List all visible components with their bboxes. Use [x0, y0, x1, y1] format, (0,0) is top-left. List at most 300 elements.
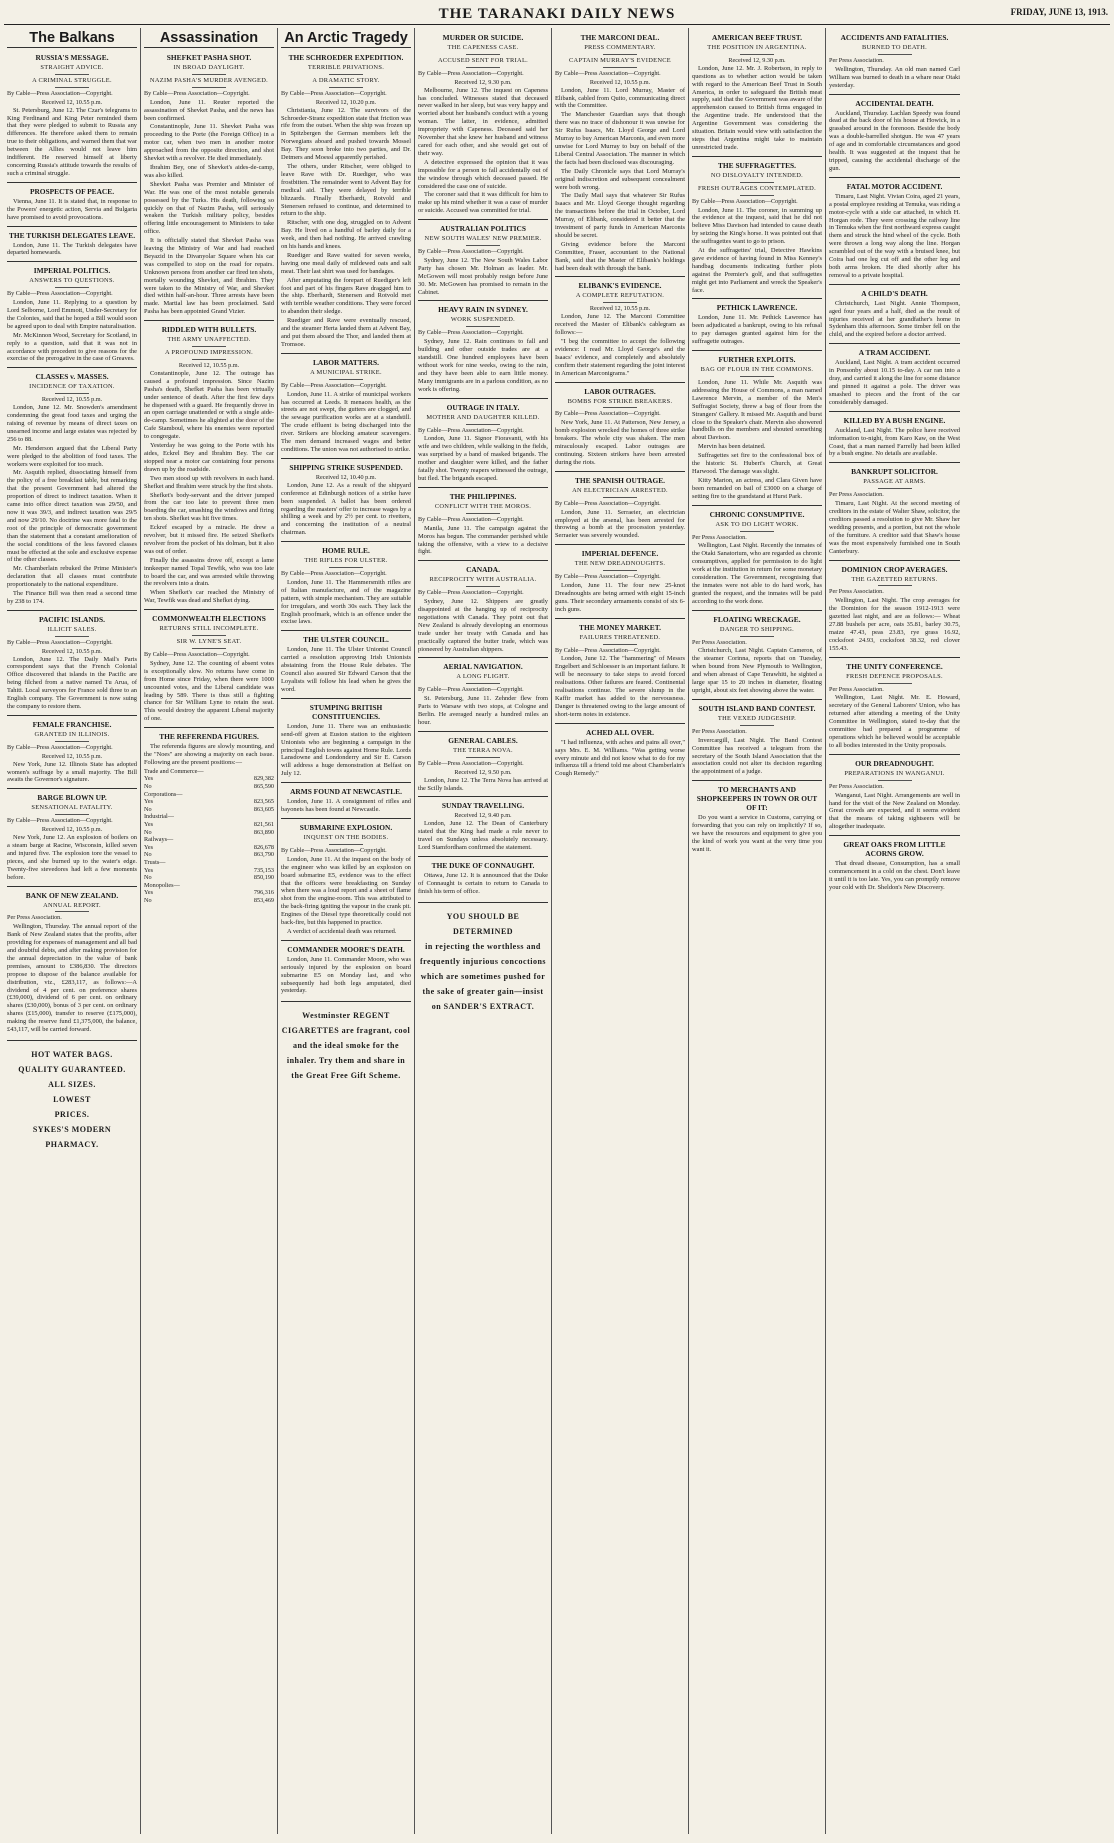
received-time: Received 12, 10.55 p.m. [41, 752, 103, 760]
referenda-value: 735,153 [253, 866, 274, 874]
news-column [141, 28, 278, 1834]
article-subheading: RECIPROCITY WITH AUSTRALIA. [418, 576, 548, 587]
article-heading: KILLED BY A BUSH ENGINE. [829, 411, 960, 425]
news-column [415, 28, 552, 1834]
referenda-label: Corporations— [144, 790, 183, 798]
referenda-row [144, 882, 274, 890]
article-subheading: ASK TO DO LIGHT WORK. [692, 521, 822, 532]
article-paragraph: Auckland, Last Night. A tram accident occurred in Ponsonby about 10.15 to-day. A car ran into a dray, and carried it along the line for some distance and pinned it against a pole. The driver was smashed to pieces and the front of the car considerably damaged. [829, 359, 960, 406]
article-paragraph: Finally the assassins drove off, except a lame innkeeper named Topal Tewfik, who was too late to board the car, and was arrested while throwing the revolvers into a drain. [144, 556, 274, 588]
referenda-value: 853,469 [253, 896, 274, 904]
article-subheading: BURNED TO DEATH. [829, 44, 960, 55]
article-paragraph: The Daily Chronicle says that Lord Murray's original indiscretion and subsequent concealment were both wrong. [555, 167, 685, 191]
article-byline: By Cable—Press Association—Copyright. [692, 197, 798, 205]
received-time: Received 12, 10.55 p.m. [41, 826, 103, 834]
article-byline: By Cable—Press Association—Copyright. [7, 638, 113, 646]
received-time: Received 12, 10.55 p.m. [41, 396, 103, 404]
article-paragraph: New York, June 12. Illinois State has adopted women's suffrage by a small majority. The Bill awaits the Governor's signature. [7, 760, 137, 784]
ad-line: LOWEST [53, 1095, 91, 1104]
referenda-value: 826,678 [253, 843, 274, 851]
masthead-title: THE TARANAKI DAILY NEWS [438, 5, 676, 22]
article-byline: Per Press Association. [7, 914, 62, 922]
article-paragraph: London, June 12. The "hammering" of Messrs Engelbert and Schloesser is an important failure. It will be necessary to take steps to avoid forced realisations. Other failures are feared. Continental realisations continue. The severe slump in the Kaffir market has added to the nervousness. Danger is threatened owing to the large amount of short-term notes in existence. [555, 655, 685, 718]
article-paragraph: Mr. Asquith replied, dissociating himself from the policy of a free breakfast table, but remarking that the present Government had altered the proportion of direct to indirect taxation. When it came into office direct taxation was 29/50, and now it was 39/3, and indirect taxation was 29/5 and now 29/10. No doctrine was more fatal to the root of the principle of democratic government than the statement that a constant amelioration of the social conditions of the less favored classes must be effected at the sole and exclusive expense of the other classes. [7, 469, 137, 564]
article-subheading: THE VEXED JUDGESHIP. [692, 715, 822, 726]
article-heading: ELIBANK'S EVIDENCE. [555, 276, 685, 290]
article-byline: By Cable—Press Association—Copyright. [418, 329, 524, 337]
article-subheading: NAZIM PASHA'S MURDER AVENGED. [144, 77, 274, 88]
article-paragraph: The Manchester Guardian says that though there was no trace of dishonour it was unwise for Sir Rufus Isaacs, Mr. Lloyd George and Lord Murray to buy American Marconis, and even more unwise for Lord Murray to buy on behalf of the Liberal Central Association. The manner in which the facts had been disclosed was discouraging. [555, 111, 685, 166]
masthead-date: FRIDAY, JUNE 13, 1913. [1010, 7, 1108, 17]
referenda-row [144, 783, 274, 791]
article-heading: HEAVY RAIN IN SYDNEY. [418, 300, 548, 314]
article-paragraph: Yesterday he was going to the Porte with his aides, Eckrel Bey and Ibrahim Bey. The car stopped near a motor car containing four persons drawn up by the roadside. [144, 442, 274, 473]
article-heading: RUSSIA'S MESSAGE. [35, 53, 109, 62]
article-heading: AMERICAN BEEF TRUST. [712, 33, 802, 42]
article-byline: By Cable—Press Association—Copyright. [281, 846, 387, 854]
article-paragraph: Wanganui, Last Night. Arrangements are well in hand for the visit of the New Zealand on Monday. Great crowds are expected, and it seems evident that the means of taking sightseers will be altogether inadequate. [829, 791, 960, 831]
article-paragraph: Ritscher, with one dog, struggled on to Advent Bay. He lived on a handful of barley daily for a week, and then had nothing. He arrived crawling on his hands and knees. [281, 219, 411, 251]
article-subheading: SIR W. LYNE'S SEAT. [144, 638, 274, 649]
article-paragraph: Sydney, June 12. The New South Wales Labor Party has chosen Mr. Holman as leader. Mr. McGowen will most probably resign before June 30. Mr. McGowen has promised to remain in the Cabinet. [418, 256, 548, 296]
article-subheading: GRANTED IN ILLINOIS. [7, 731, 137, 742]
article-heading: OUTRAGE IN ITALY. [418, 398, 548, 412]
article-byline: Per Press Association. [829, 588, 884, 596]
article-paragraph: St. Petersburg, June 12. The Czar's telegrams to King Ferdinand and King Peter reminded them that they were pledged to submit to Russia any differences. He therefore asked them to remain true to their obligations, and warned them that war between the Allies would not leave him indifferent. He reserved himself at liberty concerning Russia's attitude towards the results of such a criminal struggle. [7, 106, 137, 177]
received-time: Received 12, 10.55 p.m. [41, 647, 103, 655]
article-paragraph: London, June 11. Serraeier, an electrician employed at the arsenal, has been arrested for throwing a bomb at the procession yesterday. Serraeier was severely wounded. [555, 508, 685, 540]
article-heading: COMMANDER MOORE'S DEATH. [281, 940, 411, 954]
news-column [4, 28, 141, 1834]
article-paragraph: London, June 11. Replying to a question by Lord Selborne, Lord Emmott, Under-Secretary for the Colonies, said that he hoped a Bill would soon be agreed upon to deal with Empire naturalisation. [7, 299, 137, 330]
article-paragraph: Mervin has been detained. [698, 443, 766, 451]
article-paragraph: London, June 12. The Marconi Committee received the Master of Elibank's cablegram as follows:— [555, 313, 685, 337]
article-heading: DOMINION CROP AVERAGES. [829, 560, 960, 574]
article-byline: Per Press Association. [692, 533, 747, 541]
article-byline: By Cable—Press Association—Copyright. [144, 651, 250, 658]
article-paragraph: "I beg the committee to accept the following evidence: I read Mr. Lloyd George's and the Isaacs' evidence, and completely and absolutely confirm their statement regarding the joint interest in American Marconigrams." [555, 338, 685, 377]
referenda-row [144, 844, 274, 852]
article-subheading: RETURNS STILL INCOMPLETE. [144, 625, 274, 636]
article-byline: By Cable—Press Association—Copyright. [281, 381, 387, 389]
referenda-label: Yes [144, 866, 154, 874]
article-paragraph: Sydney, June 12. Rain continues to fall and building and other outside trades are at a standstill. One hundred employees have been without work for nine weeks, owing to the rain, and they have been able to earn little money. Many immigrants are in a parlous condition, as no work is offering. [418, 338, 548, 393]
article-heading: SHIPPING STRIKE SUSPENDED. [281, 458, 411, 472]
referenda-row [144, 768, 274, 776]
article-paragraph: London, June 11. While Mr. Asquith was addressing the House of Commons, a man named Lawrence Mervin, a member of the Men's Suffragist Society, threw a bag of flour from the Strangers' Gallery. It missed Mr. Asquith and burst close to the Speaker's chair. Mervin also showered handbills on the members and shouted something about Davison. [692, 379, 822, 442]
received-time: Received 12, 10.55 p.m. [41, 98, 103, 106]
article-paragraph: New York, June 12. An explosion of boilers on a steam barge at Racine, Wisconsin, killed seven and injured five. The explosion tore the vessel to pieces, and she burned up to the water's edge. Twenty-five stevedores had left a few moments before. [7, 834, 137, 881]
article-subheading: ACCUSED SENT FOR TRIAL. [418, 57, 548, 68]
article-heading: SUBMARINE EXPLOSION. [281, 818, 411, 832]
received-time: Received 12, 10.55 p.m. [589, 78, 651, 86]
referenda-label: Yes [144, 843, 154, 851]
news-column [552, 28, 689, 1834]
article-heading: THE PHILIPPINES. [418, 487, 548, 501]
article-paragraph: Mr. Chamberlain rebuked the Prime Minister's declaration that all classes must contribute proportionately to the national expenditure. [7, 565, 137, 589]
received-time: Received 12, 9.30 p.m. [454, 78, 512, 86]
article-heading: TO MERCHANTS AND SHOPKEEPERS IN TOWN OR OUT OF IT: [692, 780, 822, 812]
article-subheading: ILLICIT SALES. [7, 626, 137, 637]
received-time: Received 12, 9.50 p.m. [454, 768, 512, 776]
article-subheading: WORK SUSPENDED. [418, 316, 548, 327]
referenda-label: No [144, 828, 152, 836]
referenda-row [144, 874, 274, 882]
article-paragraph: London, June 12. Mr. Snowden's amendment condemning the great food taxes and urging the raising of revenue by means of direct taxes on unearned income and large estates was rejected by 256 to 88. [7, 404, 137, 443]
article-paragraph: "I had influenza, with aches and pains all over," says Mrs. E. M. Williams. "Was getting worse every minute and did not know what to do for my influenza till a friend told me about Chamberlain's Cough Remedy." [555, 738, 685, 778]
referenda-row [144, 821, 274, 829]
article-paragraph: Mr. McKinnon Wood, Secretary for Scotland, in reply to a question, said that it was not in accordance with precedent to give reasons for the exercise of the prerogative in the case of Greaves. [7, 331, 137, 363]
article-subheading: NO DISLOYALTY INTENDED. [692, 172, 822, 183]
article-paragraph: London, June 11. A consignment of rifles and bayonets has been found at Newcastle. [281, 798, 411, 814]
received-time: Received 12, 10.40 p.m. [315, 473, 377, 481]
article-heading: PROSPECTS OF PEACE. [7, 182, 137, 196]
article-subheading: INQUEST ON THE BODIES. [281, 834, 411, 845]
article-paragraph: Wellington, Thursday. The annual report of the Bank of New Zealand states that the profits, after providing for expenses of management and all bad and doubtful debts, and after making provision for the annual depreciation in the value of bank premises, amount to £386,830. The directors propose to dispose of the balance available for distribution, viz., £283,117, as follows:—A dividend of 4 per cent. on preference shares (£39,000), dividend of 6 per cent. on ordinary shares (£30,000), bonus of 3 per cent. on ordinary shares (£15,000), transfer to reserve (£175,000), making the reserve fund £1,375,000, the balance, £43,117, will be carried forward. [7, 923, 137, 1034]
article-paragraph: Giving evidence before the Marconi Committee, Fraser, accountant to the National Bank, said that the Master of Elibank's holdings had been dealt with through the bank. [555, 240, 685, 272]
article-paragraph: London, June 12. The Daily Mail's Paris correspondent says that the French Colonial Office discovered that islands in the Pacific are being filched from a native named Tu Arua, of Tahiti. Local surveyors for France sold three to an English company. The Government is now suing the company to restore them. [7, 655, 137, 710]
article-subheading: AN ELECTRICIAN ARRESTED. [555, 487, 685, 498]
article-paragraph: Timaru, Last Night. Vivian Coira, aged 21 years, a postal employee residing at Temuka, was riding a motor-cycle with a side car attached, in which H. Horgan rode. They were crossing the railway line in Temuka when the first northward express caught them and struck the hind wheel of the cycle. Both were thrown a long way along the line. Horgan scrambled out of the way with a bruised knee, but Coira had one leg cut off and the other leg and both arms broken. He died shortly after his removal to a private hospital. [829, 192, 960, 279]
referenda-value: 823,565 [253, 798, 274, 806]
article-subheading: A DRAMATIC STORY. [281, 77, 411, 88]
article-byline: By Cable—Press Association—Copyright. [555, 573, 661, 581]
article-paragraph: London, June 11. At the inquest on the body of the engineer who was killed by an explosion on board submarine E5, evidence was to the effect that the officers were breakfasting on Sunday when there was a loud report and a sheet of flame shot from the engine-room. This was attributed to the back-firing igniting the vapour in the crank pit. Engines of the Diesel type theoretically could not back-fire, but this happened in practice. [281, 855, 411, 927]
referenda-label: No [144, 805, 152, 813]
article-paragraph: London, June 11. Reuter reported the assassination of Shevket Pasha, and the news has been confirmed. [144, 98, 274, 122]
article-heading: AERIAL NAVIGATION. [418, 657, 548, 671]
masthead [4, 4, 1110, 25]
article-paragraph: After amputating the forepart of Ruediger's left foot and part of his fingers Rave dragged him to the ship. Eberhardt, Stenersen and Rotvold met with terrible weather conditions. They were forced to abandon their sledge. [281, 276, 411, 316]
article-heading: THE SCHROEDER EXPEDITION. [288, 53, 404, 62]
article-byline: By Cable—Press Association—Copyright. [418, 759, 524, 767]
article-subheading: A COMPLETE REFUTATION. [555, 292, 685, 303]
article-heading: HOME RULE. [281, 541, 411, 555]
article-paragraph: London, June 12. As a result of the shipyard conference at Edinburgh notices of a strike have been suspended. A ballot has been ordered regarding the masters' offer to increase wages by a shilling a week and by 2½ per cent. to rivetters, and concerning the institution of a neutral chairman. [281, 481, 411, 537]
article-paragraph: A verdict of accidental death was returned. [287, 927, 397, 935]
article-heading: CANADA. [418, 560, 548, 574]
article-paragraph: Do you want a service in Customs, carrying or forwarding that you can rely on implicitly? If so, we have the resources and equipment to give you the kind of work you want at the very time you want it. [692, 814, 822, 853]
referenda-label: No [144, 851, 152, 859]
article-subheading: DANGER TO SHIPPING. [692, 626, 822, 637]
article-subheading: IN BROAD DAYLIGHT. [144, 64, 274, 75]
article-paragraph: London, June 11. Mr. Pethick Lawrence has been adjudicated a bankrupt, owing to his refusal to pay damages granted against him for the suffragette outrages. [692, 314, 822, 346]
advertisement [7, 1040, 137, 1152]
news-column [689, 28, 826, 1834]
article-byline: By Cable—Press Association—Copyright. [418, 515, 524, 523]
referenda-label: Monopolies— [144, 881, 180, 889]
article-paragraph: St. Petersburg, June 11. Zehnder flew from Paris to Warsaw with two stops, at Cologne and Berlin. He averaged nearly a hundred miles an hour. [418, 695, 548, 726]
article-paragraph: Wellington, Thursday. An old man named Carl William was burned to death in a whare near Otaki yesterday. [829, 65, 960, 89]
referenda-label: Yes [144, 775, 154, 783]
columns [4, 28, 1110, 1834]
article-paragraph: Constantinople, June 12. The outrage has caused a profound impression. Since Nazim Pasha's death, Shefket Pasha has been virtually under sentence of death. After the first few days he dispensed with a guard. He frequently drove in an open carriage unattended or with a single aide-de-camp. Sometimes he alighted at the door of the Cafe Stamboul, where his enemies were reported to congregate. [144, 369, 274, 441]
article-heading: PETHICK LAWRENCE. [692, 298, 822, 312]
article-byline: By Cable—Press Association—Copyright. [7, 89, 113, 97]
article-heading: RIDDLED WITH BULLETS. [144, 320, 274, 334]
article-subheading: THE GAZETTED RETURNS. [829, 576, 960, 587]
article-heading: PACIFIC ISLANDS. [7, 610, 137, 624]
article-paragraph: Kitty Marion, an actress, and Clara Given have been remanded on bail of £3000 on a charge of setting fire to the grandstand at Hurst Park. [692, 476, 822, 500]
ad-line: HOT WATER BAGS. [31, 1050, 113, 1059]
article-heading: BARGE BLOWN UP. [7, 788, 137, 802]
referenda-label: Industrial— [144, 813, 174, 821]
ad-line: QUALITY GUARANTEED. [18, 1065, 126, 1074]
article-heading: SHEFKET PASHA SHOT. [166, 53, 252, 62]
article-subheading: ANSWERS TO QUESTIONS. [7, 277, 137, 288]
referenda-label: Yes [144, 821, 154, 829]
article-subheading: INCIDENCE OF TAXATION. [7, 383, 137, 394]
referenda-value: 863,890 [253, 828, 274, 836]
referenda-value: 865,590 [253, 783, 274, 791]
article-paragraph: The referenda figures are slowly mounting, and the "Noes" are showing a majority on each issue. Following are the present positions:— [144, 743, 274, 766]
article-paragraph: Two men stood up with revolvers in each hand. Shefket and Ibrahim were struck by the first shots. [144, 474, 274, 490]
article-heading: CLASSES v. MASSES. [7, 367, 137, 381]
referenda-row [144, 806, 274, 814]
article-subheading: BAG OF FLOUR IN THE COMMONS. [692, 366, 822, 377]
received-time: Received 12, 10.55 p.m. [178, 362, 240, 369]
article-paragraph: Christchurch, Last Night. Annie Thompson, aged four years and a half, died as the result of injuries received at her grandfather's home in Sydenham this afternoon. Some timber fell on the child, and the expired before a doctor arrived. [829, 299, 960, 339]
ad-line: in rejecting the worthless and frequently injurious concoctions which are sometimes pushed for the sake of greater gain—insist on SANDER'S EXTRACT. [419, 941, 547, 1011]
received-time: Received 12, 9.30 p.m. [728, 56, 786, 64]
advertisement [418, 902, 548, 1014]
ad-line: SYKES'S MODERN PHARMACY. [32, 1125, 112, 1149]
article-byline: By Cable—Press Association—Copyright. [418, 686, 524, 694]
received-time: Received 12, 10.20 p.m. [315, 98, 377, 106]
article-paragraph: London, June 12. The Terra Nova has arrived at the Scilly Islands. [418, 776, 548, 792]
article-subheading: CONFLICT WITH THE MOROS. [418, 503, 548, 514]
article-byline: By Cable—Press Association—Copyright. [144, 89, 250, 97]
article-subheading: A LONG FLIGHT. [418, 673, 548, 684]
article-heading: A TRAM ACCIDENT. [829, 343, 960, 357]
article-byline: By Cable—Press Association—Copyright. [418, 248, 524, 256]
referenda-label: No [144, 874, 152, 882]
referenda-row [144, 798, 274, 806]
article-subheading: NEW SOUTH WALES' NEW PREMIER. [418, 235, 548, 246]
article-heading: ACHED ALL OVER. [555, 723, 685, 737]
article-paragraph: Timaru, Last Night. At the second meeting of creditors in the estate of Walter Shaw, solicitor, the creditors passed a resolution to give Mr. Shaw her wedding presents, and a portion, but not the whole of the furniture. A creditor said that Shaw's house was the most expensively furnished one in South Canterbury. [829, 500, 960, 555]
article-paragraph: When Shefket's car reached the Ministry of War, Tewfik was dead and Shefket dying. [144, 589, 274, 605]
article-heading: THE UNITY CONFERENCE. [829, 657, 960, 671]
referenda-row [144, 851, 274, 859]
ad-line: ALL SIZES. [48, 1080, 96, 1089]
article-subheading: SENSATIONAL FATALITY. [7, 804, 137, 815]
article-byline: Per Press Association. [829, 782, 884, 790]
referenda-label: Railways— [144, 836, 174, 844]
referenda-row [144, 897, 274, 905]
received-time: Received 12, 10.55 p.m. [589, 305, 651, 313]
referenda-value: 863,790 [253, 851, 274, 859]
referenda-row [144, 836, 274, 844]
article-heading: STUMPING BRITISH CONSTITUENCIES. [281, 698, 411, 721]
referenda-row [144, 829, 274, 837]
article-paragraph: The others, under Ritscher, were obliged to leave Rave with Dr. Ruediger, who was frostbitten. The remainder went to Advent Bay for medical aid. They were delayed by terrible blizzards. Finally Eberhardt, Rotvold and Stenersen refused to continue, and determined to return to the ship. [281, 162, 411, 218]
article-paragraph: Wellington, Last Night. Mr. E. Howard, secretary of the General Laborers' Union, who has returned after attending a meeting of the Unity Committee in Wellington, stated to-day that the committee had prepared a programme of operations which he believed would be acceptable to all bodies interested in the Unity proposals. [829, 694, 960, 749]
referenda-label: No [144, 783, 152, 791]
article-subheading: STRAIGHT ADVICE. [7, 64, 137, 75]
article-heading: FEMALE FRANCHISE. [7, 715, 137, 729]
article-heading: BANKRUPT SOLICITOR. [829, 462, 960, 476]
newspaper-page [4, 4, 1110, 1835]
article-heading: COMMONWEALTH ELECTIONS [144, 609, 274, 623]
article-byline: By Cable—Press Association—Copyright. [418, 69, 524, 77]
article-byline: By Cable—Press Association—Copyright. [281, 570, 387, 578]
article-heading: BANK OF NEW ZEALAND. [7, 886, 137, 900]
article-paragraph: Suffragettes set fire to the confessional box of the historic St. Hubert's Church, at Great Harwood. The damage was slight. [692, 452, 822, 475]
article-subheading: A PROFOUND IMPRESSION. [144, 349, 274, 360]
ad-line: YOU SHOULD BE DETERMINED [446, 911, 520, 936]
referenda-row [144, 775, 274, 783]
referenda-row [144, 867, 274, 875]
section-banner: Assassination [144, 29, 274, 48]
article-paragraph: London, June 11. Commander Moore, who was seriously injured by the explosion on board submarine E5 on Monday last, and who subsequently had both legs amputated, died yesterday. [281, 955, 411, 995]
article-heading: THE SUFFRAGETTES. [692, 156, 822, 170]
article-heading: FURTHER EXPLOITS. [692, 350, 822, 364]
article-paragraph: London, June 11. The four new 25-knot Dreadnoughts are being armed with eight 15-inch guns. Their secondary armaments consist of six 6-inch guns. [555, 582, 685, 613]
article-paragraph: Sydney, June 12. Shippers are greatly disappointed at the hanging up of reciprocity negotiations with Canada. They point out that New Zealand is already developing an enormous trade under her treaty with Canada and has practically captured the butter trade, which was pioneered by Australian shippers. [418, 598, 548, 653]
article-subheading: ANNUAL REPORT. [7, 902, 137, 913]
article-heading: CHRONIC CONSUMPTIVE. [692, 505, 822, 519]
article-subheading: A MUNICIPAL STRIKE. [281, 369, 411, 380]
article-subheading: PRESS COMMENTARY. [555, 44, 685, 55]
article-heading: GENERAL CABLES. [418, 731, 548, 745]
article-subheading: THE RIFLES FOR ULSTER. [281, 557, 411, 568]
article-paragraph: Auckland, Last Night. The police have received information to-night, from Karo Kaw, on the West Coast, that a man named Farrelly had been killed by a bush engine. No details are available. [829, 426, 960, 458]
article-paragraph: Ottawa, June 12. It is announced that the Duke of Connaught is certain to return to Canada to finish his term of office. [418, 871, 548, 895]
article-subheading: TERRIBLE PRIVATIONS. [281, 64, 411, 75]
article-paragraph: London, June 12. The Dean of Canterbury stated that the King had made a rule never to travel on Sundays unless absolutely necessary. Lord Stamfordham confirmed the statement. [418, 820, 548, 852]
article-subheading: FAILURES THREATENED. [555, 634, 685, 645]
article-byline: By Cable—Press Association—Copyright. [418, 589, 524, 597]
article-heading: ACCIDENTAL DEATH. [829, 94, 960, 108]
article-paragraph: Constantinople, June 11. Shevket Pasha was proceeding to the Porte (the Foreign Office) in a motor car, when two men in another motor approached from the opposite direction, and shot Shevket with a revolver. He died immediately. [144, 123, 274, 163]
article-subheading: THE POSITION IN ARGENTINA. [692, 44, 822, 55]
article-heading: OUR DREADNOUGHT. [829, 754, 960, 768]
referenda-value: 821,561 [253, 821, 274, 829]
article-heading: A CHILD'S DEATH. [829, 284, 960, 298]
article-heading: FLOATING WRECKAGE. [692, 610, 822, 624]
article-heading: GREAT OAKS FROM LITTLE ACORNS GROW. [829, 835, 960, 858]
news-column [826, 28, 963, 1834]
article-heading: THE TURKISH DELEGATES LEAVE. [7, 226, 137, 240]
article-paragraph: Shefket's body-servant and the driver jumped from the car too late to prevent three men boarding the car, smashing the windows and firing ten shots. Shefket was hit five times. [144, 491, 274, 523]
article-paragraph: London, June 11. The coroner, in summing up the evidence at the inquest, said that he did not believe Miss Davison had intended to cause death by seizing the King's horse. It was pointed out that the suffragettes want to go to prison. [692, 206, 822, 246]
article-subheading: THE NEW DREADNOUGHTS. [555, 560, 685, 571]
article-paragraph: A detective expressed the opinion that it was impossible for a person to fall accidentally out of the window through which deceased passed. He considered the case one of suicide. [418, 158, 548, 190]
article-heading: ACCIDENTS AND FATALITIES. [840, 33, 949, 42]
article-byline: Per Press Association. [829, 56, 884, 64]
referenda-value: 863,605 [253, 805, 274, 813]
article-paragraph: Vienna, June 11. It is stated that, in response to the Powers' energetic action, Servia and Bulgaria have promised to avoid provocations. [7, 197, 137, 221]
article-byline: By Cable—Press Association—Copyright. [281, 89, 387, 97]
article-paragraph: London, June 11. Lord Murray, Master of Elibank, cabled from Quito, communicating direct with the Committee. [555, 86, 685, 110]
referenda-label: Trade and Commerce— [144, 767, 204, 775]
referenda-row [144, 791, 274, 799]
article-heading: SUNDAY TRAVELLING. [418, 796, 548, 810]
article-paragraph: London, June 11. There was an enthusiastic send-off given at Euston station to the eighteen Unionists who are beginning a campaign in the principal English towns against Home Rule. Lords Lansdowne and Londonderry and Sir E. Carson will address a huge demonstration at Belfast on July 12. [281, 722, 411, 778]
article-paragraph: London, June 11. The Turkish delegates have departed homewards. [7, 241, 137, 257]
article-subheading: PREPARATIONS IN WANGANUI. [829, 770, 960, 781]
ad-line: PRICES. [54, 1110, 90, 1119]
article-byline: By Cable—Press Association—Copyright. [7, 817, 113, 825]
article-heading: IMPERIAL POLITICS. [7, 261, 137, 275]
article-paragraph: Ibrahim Bey, one of Shevket's aides-de-camp, was also killed. [144, 163, 274, 179]
referenda-value: 850,190 [253, 874, 274, 882]
article-paragraph: That dread disease, Consumption, has a small commencement in a cold on the chest. Don't leave it until it is too late. Yes, you can promptly remove your cold with Dr. Sheldon's New Discovery. [829, 860, 960, 891]
article-paragraph: Christiania, June 12. The survivors of the Schroeder-Stranz expedition state that friction was rife from the outset. When the ship was frozen up in Spitzbergen the German members left the Norwegians aboard and pushed towards Mossel Bay. They soon broke into two parties, and Dr. Detmers and Moessl apparently perished. [281, 106, 411, 162]
article-byline: By Cable—Press Association—Copyright. [555, 410, 661, 418]
article-paragraph: London, June 11. The Ulster Unionist Council carried a resolution approving Irish Unionists abstaining from the House Rule debates. The Council also assured Sir Edward Carson that the Loyalists will follow his lead when he gives the word. [281, 646, 411, 693]
article-subheading: FRESH DEFENCE PROPOSALS. [829, 673, 960, 684]
article-byline: By Cable—Press Association—Copyright. [555, 646, 661, 654]
article-subheading: THE ARMY UNAFFECTED. [144, 336, 274, 347]
article-paragraph: Ruediger and Rave were eventually rescued, and the steamer Herta landed them at Advent Bay, and put them aboard the Thor, and landed them at Tromsoe. [281, 317, 411, 348]
referenda-value: 829,382 [253, 775, 274, 783]
article-paragraph: Melbourne, June 12. The inquest on Capeness has concluded. Witnesses stated that deceased never walked in her sleep, but was very happy and worried about her husband's conduct with a young woman. The latter, in evidence, admitted impropriety with Capeness. Deceased said her November that she knew her husband and witness cared for each other, and she would get out of their way. [418, 86, 548, 157]
article-paragraph: Ruediger and Rave waited for seven weeks, having one meal daily of mildewed oats and salt meat. Their last shirt was used for bandages. [281, 251, 411, 275]
article-heading: ARMS FOUND AT NEWCASTLE. [281, 782, 411, 796]
article-byline: Per Press Association. [829, 491, 884, 499]
article-subheading: FRESH OUTRAGES CONTEMPLATED. [692, 185, 822, 196]
article-heading: MURDER OR SUICIDE. [442, 33, 524, 42]
article-byline: By Cable—Press Association—Copyright. [555, 499, 661, 507]
article-subheading: THE CAPENESS CASE. [418, 44, 548, 55]
article-subheading: PASSAGE AT ARMS. [829, 478, 960, 489]
article-paragraph: London, June 11. A strike of municipal workers has occurred at Leeds. It menaces health, as the streets are not swept, the gutters are clogged, and the sewage purification works are at a standstill. The crude effluent is being discharged into the river. Strikers are blocking amateur scavengers. The men demand increased wages and better conditions. The union was not authorised to strike. [281, 390, 411, 453]
article-paragraph: It is officially stated that Shevket Pasha was leaving the Ministry of War and had reached Beyazid in the Divanyolar Square when his car was compelled to stop on the road for repairs. Unknown persons from another car fired ten shots, mortally wounding Shevket, and Ibrahim. They were taken to the Ministry of War, and Shevket died within half-an-hour. Three arrests have been made. Martial law has been proclaimed. Said Pasha has been appointed Grand Vizier. [144, 237, 274, 316]
section-banner: An Arctic Tragedy [281, 29, 411, 48]
referenda-label: No [144, 896, 152, 904]
article-subheading: A CRIMINAL STRUGGLE. [7, 77, 137, 88]
article-paragraph: New York, June 11. At Patterson, New Jersey, a bomb explosion wrecked the homes of three strike breakers. The whole city was shaken. The men miraculously escaped. Labor outrages are continuing. Sixteen strikers have been arrested during the riots. [555, 419, 685, 466]
article-heading: THE ULSTER COUNCIL. [281, 630, 411, 644]
referenda-row [144, 889, 274, 897]
article-heading: LABOR MATTERS. [281, 353, 411, 367]
referenda-row [144, 813, 274, 821]
referenda-label: Trusts— [144, 859, 166, 866]
article-paragraph: The Daily Mail says that whatever Sir Rufus Isaacs and Mr. Lloyd George thought regarding the transactions before the trial in October, Lord Murray, of Elibank, considered it better that the investment of party funds in American Marconis should be secret. [555, 192, 685, 239]
article-byline: By Cable—Press Association—Copyright. [7, 290, 113, 298]
article-heading: THE MARCONI DEAL. [580, 33, 660, 42]
article-heading: THE REFERENDA FIGURES. [144, 727, 274, 741]
article-heading: IMPERIAL DEFENCE. [555, 544, 685, 558]
article-paragraph: At the suffragettes' trial, Detective Hawkins gave evidence of having found in Miss Kenney's handbag documents indicating further plots against the Premier's golf, and that suffragettes might get into Parliament and wreck the Speaker's face. [692, 247, 822, 294]
article-paragraph: Christchurch, Last Night. Captain Cameron, of the steamer Corinna, reports that on Tuesday, when bound from New Plymouth to Wellington, and when abreast of Cape Terawhiti, he sighted a large spar 15 to 20 inches in diameter, floating upright, about six feet showing above the water. [692, 647, 822, 694]
article-subheading: BOMBS FOR STRIKE BREAKERS. [555, 398, 685, 409]
article-paragraph: London, June 11. Signor Fioravanti, with his wife and two children, while walking in the fields, was surprised by a band of masked brigands. The mother and daughter were killed, and the father fatally shot. Twenty reapers witnessed the outrage, but fled. The brigands escaped. [418, 435, 548, 482]
article-paragraph: Eckref escaped by a miracle. He drew a revolver, but it missed fire. He seized Shefket's revolver from the pocket of his dolman, but it also was out of order. [144, 524, 274, 555]
article-byline: Per Press Association. [829, 685, 884, 693]
article-paragraph: Shevket Pasha was Premier and Minister of War. He was one of the most notable generals possessed by the Turks. His death, following so quickly on that of Nazim Pasha, will seriously weaken the Turkish military policy, besides offering little encouragement to Ministers to take office. [144, 180, 274, 236]
article-paragraph: Wellington, Last Night. Recently the inmates of the Otaki Sanatorium, who are regarded as chronic consumptives, applied for permission to do light work at the institution in return for some monetary consideration. The Government, recognising that the inmates were not able to do hard work, has granted the request, and the inmates will be paid according to the work done. [692, 542, 822, 605]
article-paragraph: London, June 12. Mr. J. Robertson, in reply to questions as to whether action would be taken with regard to the American Beef Trust in South America, in order to safeguard the British meat supply, said that the Government was aware of the apprehension caused to British firms engaged in the Argentine trade. He understood that the Argentine Government was considering the situation. Britain would view with satisfaction the steps that Argentina might take to maintain unrestricted trade. [692, 64, 822, 151]
referenda-label: Yes [144, 889, 154, 897]
referenda-label: Yes [144, 798, 154, 806]
article-byline: Per Press Association. [692, 727, 747, 735]
article-byline: By Cable—Press Association—Copyright. [555, 69, 661, 77]
article-heading: THE DUKE OF CONNAUGHT. [418, 856, 548, 870]
article-byline: By Cable—Press Association—Copyright. [7, 743, 113, 751]
article-heading: THE MONEY MARKET. [555, 618, 685, 632]
article-paragraph: Wellington, Last Night. The crop averages for the Dominion for the season 1912-1913 were gazetted last night, and are as follows:— Wheat 27.88 bushels per acre, oats 35.81, barley 30.75, maize 47.43, peas 23.83, rye grass 16.92, cocksfoot 24.93, cocksfoot 38.32, red clover 155.43. [829, 597, 960, 652]
advertisement [281, 1001, 411, 1083]
article-byline: By Cable—Press Association—Copyright. [418, 426, 524, 434]
article-paragraph: The Finance Bill was then read a second time by 238 to 174. [7, 590, 137, 605]
article-heading: THE SPANISH OUTRAGE. [555, 471, 685, 485]
article-byline: Per Press Association. [692, 638, 747, 646]
article-heading: AUSTRALIAN POLITICS [418, 219, 548, 233]
article-subheading: CAPTAIN MURRAY'S EVIDENCE [555, 57, 685, 68]
